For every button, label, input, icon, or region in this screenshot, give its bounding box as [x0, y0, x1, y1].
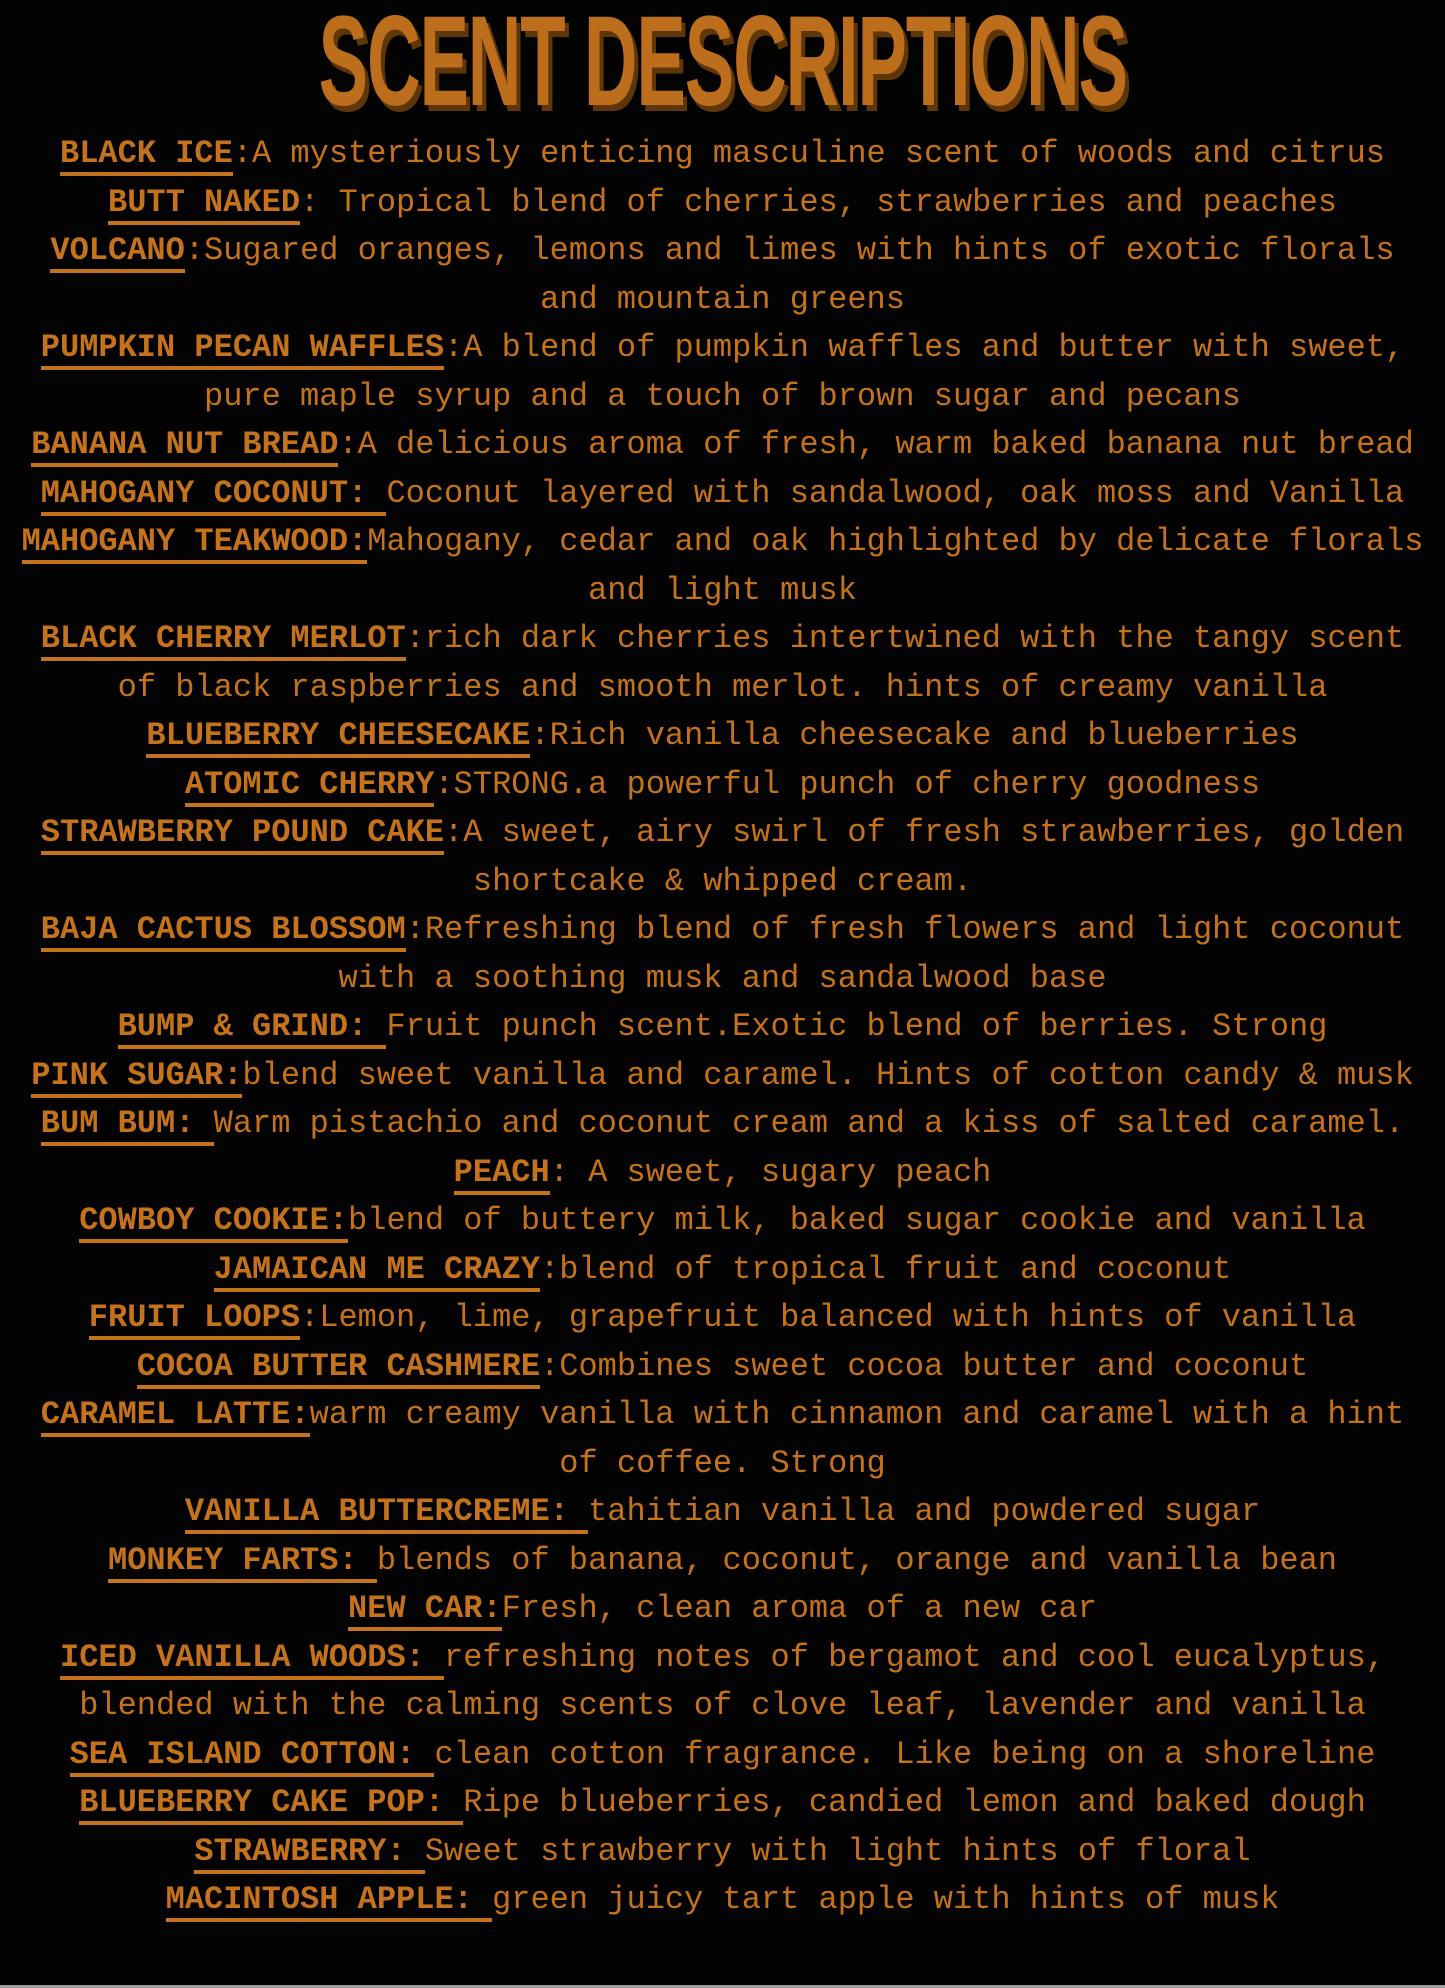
scent-description: Ripe blueberries, candied lemon and baked dough — [463, 1784, 1366, 1821]
scent-description: :blend of tropical fruit and coconut — [540, 1250, 1232, 1288]
scent-name: PUMPKIN PECAN WAFFLES — [41, 329, 444, 370]
scent-entry — [21, 1391, 1424, 1488]
scent-description: : Tropical blend of cherries, strawberries and peaches — [300, 183, 1337, 221]
scent-entry — [21, 1149, 1424, 1198]
scent-entry — [21, 1779, 1424, 1828]
scent-entry — [21, 421, 1424, 470]
scent-description: Fruit punch scent.Exotic blend of berries. Strong — [386, 1008, 1328, 1045]
scent-entry — [21, 130, 1424, 179]
scent-name: BAJA CACTUS BLOSSOM — [41, 911, 406, 952]
scent-entry — [21, 809, 1424, 906]
scent-entry — [21, 1488, 1424, 1537]
scent-name: BUTT NAKED — [108, 184, 300, 225]
scent-name: MONKEY FARTS: — [108, 1542, 377, 1583]
scent-name: MAHOGANY TEAKWOOD: — [22, 523, 368, 564]
scent-entry — [21, 1100, 1424, 1149]
scent-description: :rich dark cherries intertwined with the tangy scent of black raspberries and smooth merlot. hints of creamy vanilla — [117, 620, 1405, 706]
scent-name: SEA ISLAND COTTON: — [70, 1736, 435, 1777]
scent-description: :A blend of pumpkin waffles and butter with sweet, pure maple syrup and a touch of brown sugar and pecans — [204, 329, 1405, 415]
scent-name: BLUEBERRY CHEESECAKE — [146, 717, 530, 758]
scent-entry — [21, 1634, 1424, 1731]
scent-description: :Rich vanilla cheesecake and blueberries — [530, 717, 1299, 754]
scent-name: MACINTOSH APPLE: — [166, 1881, 492, 1922]
scent-name: BLUEBERRY CAKE POP: — [79, 1784, 463, 1825]
scent-entry — [21, 179, 1424, 228]
scent-entry — [21, 906, 1424, 1003]
scent-entry — [21, 1052, 1424, 1101]
scent-name: COWBOY COOKIE: — [79, 1202, 348, 1243]
scent-name: NEW CAR: — [348, 1590, 502, 1631]
scent-name: BLACK CHERRY MERLOT — [41, 620, 406, 661]
scent-description: :Sugared oranges, lemons and limes with hints of exotic florals and mountain greens — [184, 232, 1395, 318]
scent-name: FRUIT LOOPS — [89, 1299, 300, 1340]
scent-description: :A mysteriously enticing masculine scent of woods and citrus — [232, 135, 1385, 172]
scent-description: : A sweet, sugary peach — [549, 1153, 992, 1191]
scent-entry — [21, 1343, 1424, 1392]
scent-description: :A sweet, airy swirl of fresh strawberries, golden shortcake & whipped cream. — [444, 814, 1405, 900]
scent-description: refreshing notes of bergamot and cool eucalyptus, blended with the calming scents of clove leaf, lavender and vanilla — [79, 1638, 1385, 1724]
scent-name: ATOMIC CHERRY — [185, 766, 435, 807]
scent-description: Coconut layered with sandalwood, oak moss and Vanilla — [386, 474, 1405, 512]
scent-description: :STRONG.a powerful punch of cherry goodness — [434, 765, 1261, 803]
scent-description: Warm pistachio and coconut cream and a kiss of salted caramel. — [213, 1105, 1405, 1142]
scent-name: CARAMEL LATTE: — [41, 1396, 310, 1437]
scent-entry — [21, 1876, 1424, 1925]
scent-entry — [21, 1294, 1424, 1343]
scent-name: BUMP & GRIND: — [118, 1008, 387, 1049]
scent-description: Fresh, clean aroma of a new car — [501, 1590, 1097, 1627]
scent-entry — [21, 1246, 1424, 1295]
scent-name: ICED VANILLA WOODS: — [60, 1639, 444, 1680]
scent-name: MAHOGANY COCONUT: — [41, 475, 387, 516]
scent-name: VOLCANO — [50, 232, 184, 273]
scent-name: JAMAICAN ME CRAZY — [214, 1251, 540, 1292]
scent-entry — [21, 1197, 1424, 1246]
scent-entry — [21, 1731, 1424, 1780]
scent-description: blends of banana, coconut, orange and vanilla bean — [376, 1541, 1337, 1579]
scent-name: PEACH — [454, 1154, 550, 1195]
scent-list — [21, 124, 1424, 1925]
scent-name: STRAWBERRY POUND CAKE — [41, 814, 444, 855]
scent-entry — [21, 470, 1424, 519]
scent-description: blend of buttery milk, baked sugar cookie and vanilla — [348, 1202, 1366, 1239]
scent-description: Mahogany, cedar and oak highlighted by delicate florals and light musk — [367, 523, 1424, 609]
scent-entry — [21, 1537, 1424, 1586]
scent-description: :Combines sweet cocoa butter and coconut — [540, 1347, 1309, 1385]
scent-name: BANANA NUT BREAD — [31, 426, 338, 467]
scent-name: PINK SUGAR: — [31, 1057, 242, 1098]
scent-entry — [21, 1003, 1424, 1052]
page-title: SCENT DESCRIPTIONS — [318, 0, 1127, 133]
scent-entry — [21, 615, 1424, 712]
scent-description: blend sweet vanilla and caramel. Hints of cotton candy & musk — [242, 1056, 1414, 1094]
scent-description: :Refreshing blend of fresh flowers and light coconut with a soothing musk and sandalwood base — [338, 911, 1405, 997]
scent-entry — [21, 1585, 1424, 1634]
scent-entry — [21, 324, 1424, 421]
scent-entry — [21, 227, 1424, 324]
scent-description: tahitian vanilla and powdered sugar — [588, 1493, 1261, 1530]
scent-entry — [21, 1828, 1424, 1877]
scent-name: STRAWBERRY: — [194, 1833, 424, 1874]
scent-description: :A delicious aroma of fresh, warm baked banana nut bread — [338, 426, 1414, 463]
scent-description: green juicy tart apple with hints of musk — [492, 1881, 1280, 1918]
title-wrap — [0, 0, 1445, 133]
scent-name: COCOA BUTTER CASHMERE — [137, 1348, 540, 1389]
scent-name: VANILLA BUTTERCREME: — [185, 1493, 588, 1534]
scent-description: clean cotton fragrance. Like being on a shoreline — [434, 1735, 1376, 1773]
scent-entry — [21, 518, 1424, 615]
scent-entry — [21, 761, 1424, 810]
scent-description: Sweet strawberry with light hints of floral — [424, 1832, 1251, 1870]
scent-description: :Lemon, lime, grapefruit balanced with hints of vanilla — [300, 1299, 1357, 1336]
scent-name: BLACK ICE — [60, 135, 233, 176]
scent-entry — [21, 712, 1424, 761]
scent-description: warm creamy vanilla with cinnamon and caramel with a hint of coffee. Strong — [309, 1396, 1405, 1482]
scent-name: BUM BUM: — [41, 1105, 214, 1146]
